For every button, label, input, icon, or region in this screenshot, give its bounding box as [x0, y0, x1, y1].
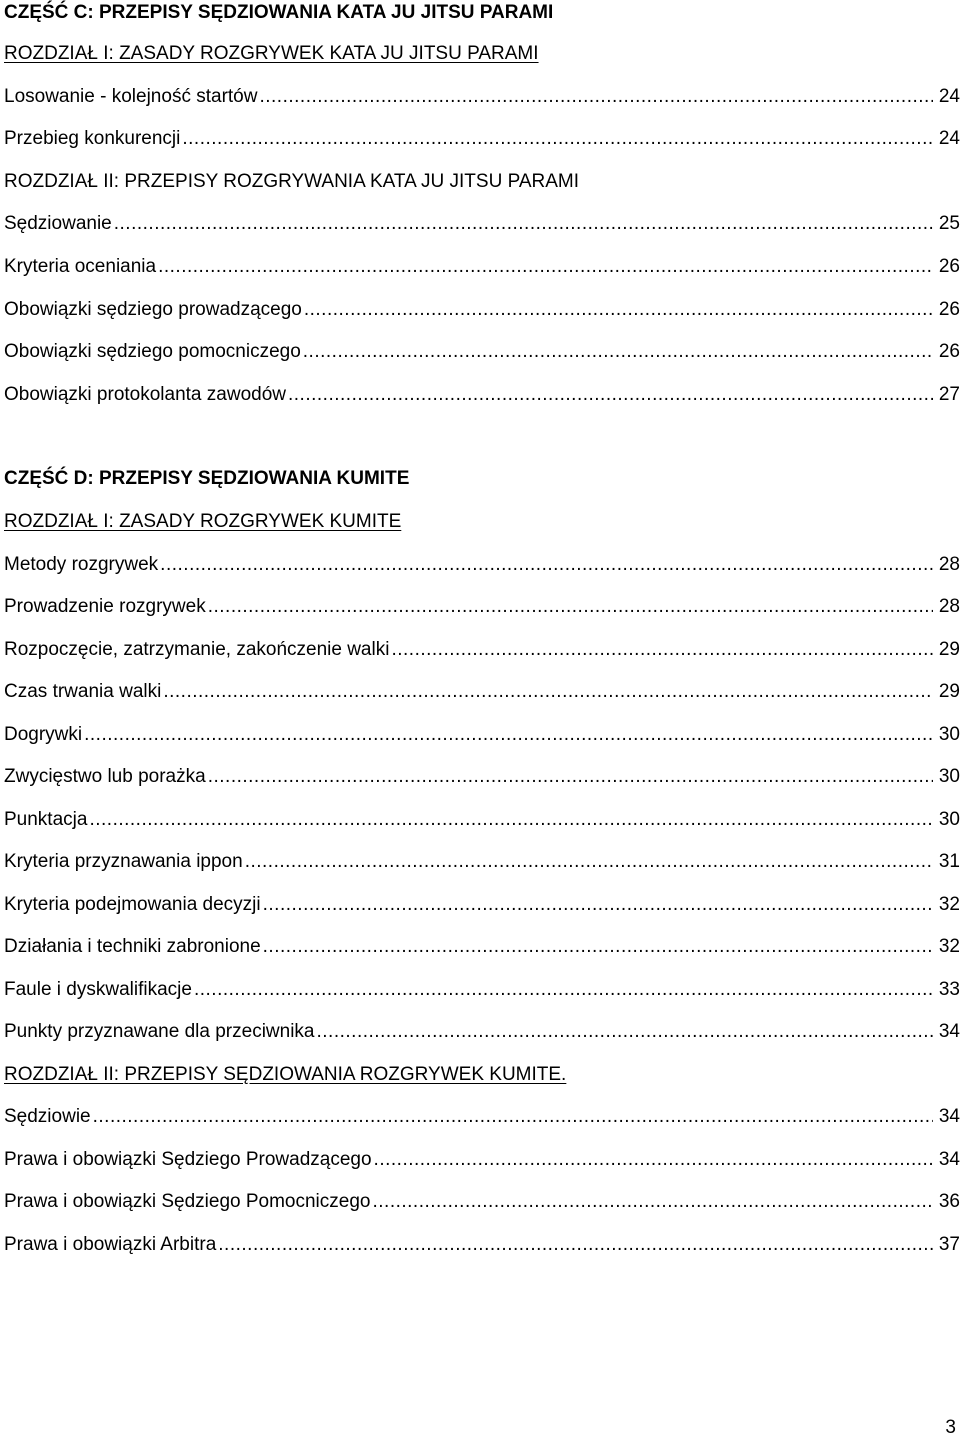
toc-entry-page: 24 — [938, 86, 960, 107]
toc-entry-label: Prawa i obowiązki Sędziego Prowadzącego — [4, 1149, 372, 1170]
dot-leader — [114, 209, 933, 239]
toc-entry-label: Sędziowanie — [4, 213, 112, 234]
toc-entry-label: Kryteria oceniania — [4, 256, 157, 277]
dot-leader — [160, 550, 933, 580]
toc-entry-label: Prawa i obowiązki Sędziego Pomocniczego — [4, 1191, 371, 1212]
dot-leader — [208, 592, 933, 622]
dot-leader — [317, 1017, 933, 1047]
toc-entry-page: 32 — [938, 936, 960, 957]
dot-leader — [158, 252, 933, 282]
toc-entry-label: Działania i techniki zabronione — [4, 936, 261, 957]
toc-entry-label: Metody rozgrywek — [4, 554, 159, 575]
toc-entry[interactable] — [4, 252, 960, 282]
toc-entry[interactable] — [4, 890, 960, 920]
toc-entry-label: Dogrywki — [4, 724, 83, 745]
toc-entry-label: Sędziowie — [4, 1106, 91, 1127]
toc-entry-label: Kryteria przyznawania ippon — [4, 851, 243, 872]
toc-entry[interactable] — [4, 975, 960, 1005]
toc-entry[interactable] — [4, 1102, 960, 1132]
toc-entry-label: Punktacja — [4, 809, 88, 830]
toc-entry-label: Obowiązki sędziego pomocniczego — [4, 341, 301, 362]
toc-entry-page: 28 — [938, 554, 960, 575]
dot-leader — [218, 1230, 933, 1260]
toc-entry[interactable] — [4, 380, 960, 410]
toc-entry-page: 34 — [938, 1021, 960, 1042]
dot-leader — [93, 1102, 933, 1132]
toc-entry-page: 34 — [938, 1106, 960, 1127]
toc-entry-label: Przebieg konkurencji — [4, 128, 181, 149]
toc-entry-page: 30 — [938, 809, 960, 830]
toc-entry-page: 28 — [938, 596, 960, 617]
toc-entry-label: Zwycięstwo lub porażka — [4, 766, 206, 787]
dot-leader — [259, 82, 932, 112]
toc-entry-label: Czas trwania walki — [4, 681, 162, 702]
dot-leader — [374, 1145, 933, 1175]
toc-entry[interactable] — [4, 209, 960, 239]
toc-entry-label: Prawa i obowiązki Arbitra — [4, 1234, 217, 1255]
toc-entry-label: Kryteria podejmowania decyzji — [4, 894, 261, 915]
page-number: 3 — [945, 1417, 956, 1438]
part-d-heading: CZĘŚĆ D: PRZEPISY SĘDZIOWANIA KUMITE — [4, 468, 410, 489]
part-d-chapter-2: ROZDZIAŁ II: PRZEPISY SĘDZIOWANIA ROZGRYWEK KUMITE. — [4, 1064, 567, 1085]
toc-entry-label: Rozpoczęcie, zatrzymanie, zakończenie walki — [4, 639, 390, 660]
toc-entry[interactable] — [4, 592, 960, 622]
toc-entry-page: 26 — [938, 256, 960, 277]
toc-entry-label: Losowanie - kolejność startów — [4, 86, 258, 107]
toc-entry[interactable] — [4, 1017, 960, 1047]
toc-entry[interactable] — [4, 124, 960, 154]
toc-entry-page: 25 — [938, 213, 960, 234]
toc-entry-page: 36 — [938, 1191, 960, 1212]
toc-entry-label: Obowiązki protokolanta zawodów — [4, 384, 286, 405]
toc-entry-label: Punkty przyznawane dla przeciwnika — [4, 1021, 315, 1042]
dot-leader — [194, 975, 933, 1005]
dot-leader — [263, 932, 933, 962]
toc-entry-label: Obowiązki sędziego prowadzącego — [4, 299, 302, 320]
toc-entry-page: 30 — [938, 724, 960, 745]
part-d-chapter-1: ROZDZIAŁ I: ZASADY ROZGRYWEK KUMITE — [4, 511, 402, 532]
dot-leader — [182, 124, 932, 154]
toc-entry-page: 30 — [938, 766, 960, 787]
toc-entry-page: 24 — [938, 128, 960, 149]
dot-leader — [245, 847, 933, 877]
toc-entry[interactable] — [4, 1230, 960, 1260]
toc-entry-page: 33 — [938, 979, 960, 1000]
toc-entry[interactable] — [4, 762, 960, 792]
dot-leader — [163, 677, 933, 707]
dot-leader — [84, 720, 933, 750]
toc-entry-label: Prowadzenie rozgrywek — [4, 596, 206, 617]
toc-entry[interactable] — [4, 337, 960, 367]
dot-leader — [208, 762, 933, 792]
dot-leader — [89, 805, 932, 835]
toc-entry[interactable] — [4, 82, 960, 112]
dot-leader — [263, 890, 933, 920]
toc-entry-page: 26 — [938, 299, 960, 320]
toc-entry[interactable] — [4, 295, 960, 325]
part-c-chapter-2: ROZDZIAŁ II: PRZEPISY ROZGRYWANIA KATA JU JITSU PARAMI — [4, 171, 580, 192]
toc-entry[interactable] — [4, 635, 960, 665]
toc-entry-page: 34 — [938, 1149, 960, 1170]
toc-entry-page: 31 — [938, 851, 960, 872]
toc-entry-label: Faule i dyskwalifikacje — [4, 979, 192, 1000]
toc-entry-page: 26 — [938, 341, 960, 362]
toc-entry[interactable] — [4, 720, 960, 750]
part-c-heading: CZĘŚĆ C: PRZEPISY SĘDZIOWANIA KATA JU JITSU PARAMI — [4, 2, 554, 23]
toc-entry-page: 37 — [938, 1234, 960, 1255]
dot-leader — [288, 380, 933, 410]
toc-entry-page: 29 — [938, 639, 960, 660]
toc-entry-page: 27 — [938, 384, 960, 405]
toc-entry[interactable] — [4, 805, 960, 835]
toc-entry[interactable] — [4, 677, 960, 707]
toc-entry[interactable] — [4, 1187, 960, 1217]
toc-entry[interactable] — [4, 550, 960, 580]
toc-entry[interactable] — [4, 847, 960, 877]
dot-leader — [304, 295, 933, 325]
toc-entry-page: 32 — [938, 894, 960, 915]
dot-leader — [391, 635, 932, 665]
toc-entry[interactable] — [4, 932, 960, 962]
dot-leader — [372, 1187, 932, 1217]
dot-leader — [303, 337, 933, 367]
toc-entry[interactable] — [4, 1145, 960, 1175]
part-c-chapter-1: ROZDZIAŁ I: ZASADY ROZGRYWEK KATA JU JITSU PARAMI — [4, 43, 539, 64]
toc-entry-page: 29 — [938, 681, 960, 702]
